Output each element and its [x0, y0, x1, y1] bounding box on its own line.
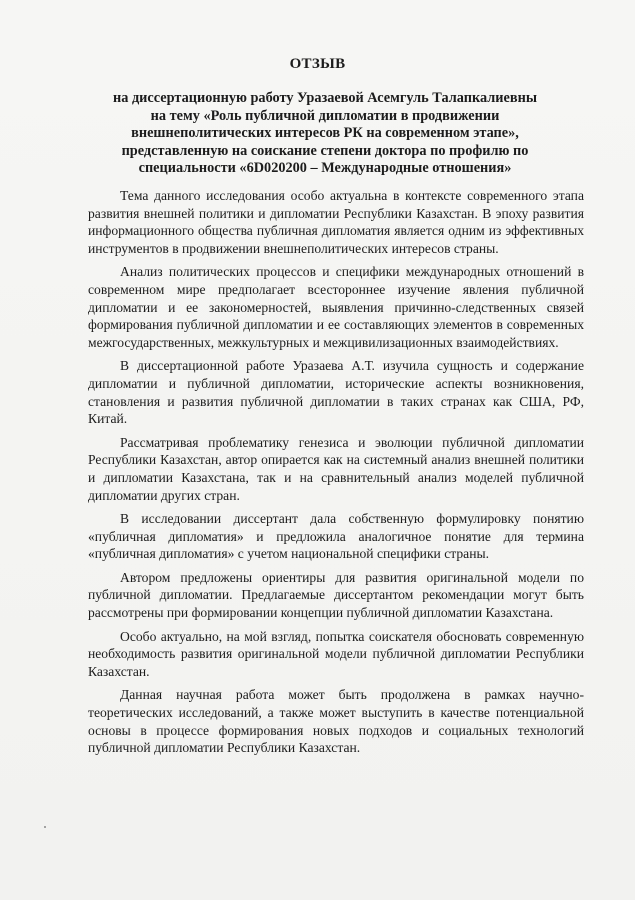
document-title: ОТЗЫВ	[289, 56, 346, 72]
subtitle-line: представленную на соискание степени доктора по профилю по	[121, 142, 529, 159]
body-paragraph: В диссертационной работе Уразаева А.Т. изучила сущность и содержание дипломатии и публичной дипломатии, исторические аспекты возникновения, становления и развития публичной дипломатии в таких странах как США, РФ, Китай.	[88, 358, 584, 427]
body-paragraph: Автором предложены ориентиры для развития оригинальной модели по публичной дипломатии. Предлагаемые диссертантом рекомендации могут быть рассмотрены при формировании концепции публичной дипломатии Казахстана.	[88, 569, 584, 621]
subtitle-line: на диссертационную работу Уразаевой Асемгуль Талапкалиевны	[112, 90, 538, 106]
subtitle-line: специальности «6D020200 – Международные отношения»	[138, 160, 512, 176]
body-paragraph: Анализ политических процессов и специфики международных отношений в современном мире предполагает всестороннее изучение явления публичной дипломатии и ее закономерностей, выявления причинно-следственных связей формирования публичной дипломатии и ее составляющих элементов в современных межгосударственных, межкультурных и межцивилизационных взаимодействиях.	[88, 264, 584, 350]
body-paragraph: Особо актуально, на мой взгляд, попытка соискателя обосновать современную необходимость развития оригинальной модели публичной дипломатии Республики Казахстан.	[88, 628, 584, 679]
body-paragraph: В исследовании диссертант дала собственную формулировку понятию «публичная дипломатия» и предложила аналогичное понятие для термина «публичная дипломатия» с учетом национальной специфики страны.	[88, 511, 584, 562]
subtitle-line: на тему «Роль публичной дипломатии в продвижении	[150, 107, 500, 124]
body-paragraph: Тема данного исследования особо актуальна в контексте современного этапа развития внешней политики и дипломатии Республики Казахстан. В эпоху развития информационного общества публичная дипломатия является одним из эффективных инструментов в продвижении внешнеполитических интересов страны.	[88, 188, 584, 256]
body-paragraph: Рассматривая проблематику генезиса и эволюции публичной дипломатии Республики Казахстан, автор опирается как на системный анализ внешней политики и дипломатии Казахстана, так и на сравнительный анализ моделей публичной дипломатии других стран.	[88, 434, 584, 503]
document-body	[88, 187, 584, 763]
scan-speck	[44, 826, 46, 828]
body-paragraph: Данная научная работа может быть продолжена в рамках научно-теоретических исследований, а также может выступить в качестве потенциальной основы в процессе формирования новых подходов и социальных технологий публичной дипломатии Республики Казахстан.	[88, 687, 584, 756]
document-subtitle	[110, 90, 540, 178]
subtitle-line: внешнеполитических интересов РК на современном этапе»,	[131, 125, 519, 141]
